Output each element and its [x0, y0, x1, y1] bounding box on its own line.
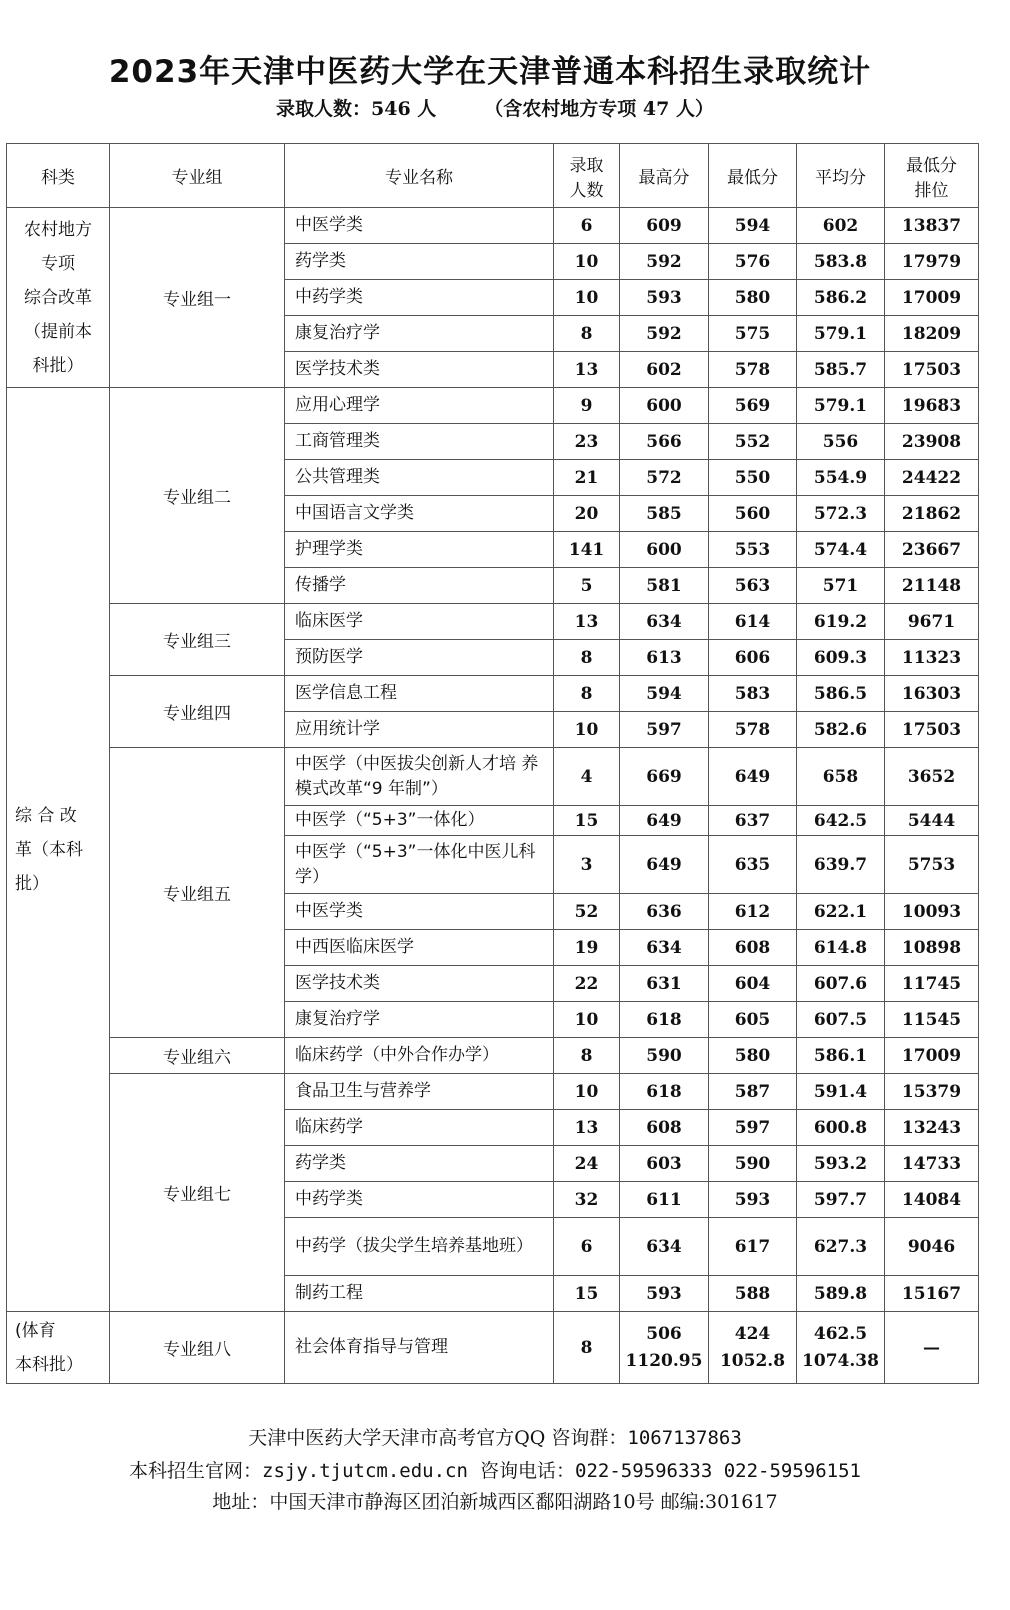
phone-numbers: 022-59596333 022-59596151 — [575, 1460, 861, 1482]
avg-score: 607.6 — [797, 966, 885, 1002]
min-rank: 9671 — [885, 604, 979, 640]
avg-score: 609.3 — [797, 640, 885, 676]
major-name: 中药学类 — [285, 1182, 554, 1218]
group-6: 专业组六 — [110, 1038, 285, 1074]
count: 19 — [554, 930, 620, 966]
count: 6 — [554, 208, 620, 244]
count: 8 — [554, 1312, 620, 1384]
min-rank: — — [885, 1312, 979, 1384]
count: 5 — [554, 568, 620, 604]
min-score: 424 1052.8 — [709, 1312, 797, 1384]
min-score: 593 — [709, 1182, 797, 1218]
min-score: 635 — [709, 836, 797, 894]
min-rank: 11323 — [885, 640, 979, 676]
min-rank: 11545 — [885, 1002, 979, 1038]
count: 21 — [554, 460, 620, 496]
min-rank: 17979 — [885, 244, 979, 280]
min-score: 583 — [709, 676, 797, 712]
avg-score: 607.5 — [797, 1002, 885, 1038]
avg-score: 579.1 — [797, 316, 885, 352]
max-score: 669 — [620, 748, 709, 806]
min-score: 576 — [709, 244, 797, 280]
avg-score: 614.8 — [797, 930, 885, 966]
max-score: 572 — [620, 460, 709, 496]
major-name: 中药学类 — [285, 280, 554, 316]
major-name: 中医学类 — [285, 894, 554, 930]
avg-score: 556 — [797, 424, 885, 460]
count: 141 — [554, 532, 620, 568]
max-score: 506 1120.95 — [620, 1312, 709, 1384]
min-rank: 24422 — [885, 460, 979, 496]
avg-score: 639.7 — [797, 836, 885, 894]
min-rank: 19683 — [885, 388, 979, 424]
count: 15 — [554, 806, 620, 836]
max-score: 634 — [620, 930, 709, 966]
count: 15 — [554, 1276, 620, 1312]
max-score: 566 — [620, 424, 709, 460]
min-rank: 23908 — [885, 424, 979, 460]
min-score: 637 — [709, 806, 797, 836]
table-row — [7, 1312, 979, 1384]
major-name: 应用统计学 — [285, 712, 554, 748]
table-row — [7, 388, 979, 424]
avg-score: 586.2 — [797, 280, 885, 316]
table-row — [7, 676, 979, 712]
avg-score: 619.2 — [797, 604, 885, 640]
major-name: 中医学（“5+3”一体化） — [285, 806, 554, 836]
min-rank: 16303 — [885, 676, 979, 712]
admission-table — [6, 143, 979, 1384]
major-name: 中医学（“5+3”一体化中医儿科学） — [285, 836, 554, 894]
max-score: 611 — [620, 1182, 709, 1218]
min-score: 578 — [709, 352, 797, 388]
group-1: 专业组一 — [110, 208, 285, 388]
category-rural: 农村地方 专项 综合改革 （提前本 科批） — [7, 208, 110, 388]
major-name: 工商管理类 — [285, 424, 554, 460]
table-row — [7, 1074, 979, 1110]
avg-score: 585.7 — [797, 352, 885, 388]
max-score: 603 — [620, 1146, 709, 1182]
max-score: 597 — [620, 712, 709, 748]
header-max: 最高分 — [620, 144, 709, 208]
count: 23 — [554, 424, 620, 460]
min-rank: 17009 — [885, 280, 979, 316]
page-subtitle — [0, 94, 990, 121]
min-score: 560 — [709, 496, 797, 532]
major-name: 应用心理学 — [285, 388, 554, 424]
count: 8 — [554, 676, 620, 712]
avg-score: 554.9 — [797, 460, 885, 496]
count: 10 — [554, 280, 620, 316]
max-score: 636 — [620, 894, 709, 930]
header-count: 录取 人数 — [554, 144, 620, 208]
min-score: 580 — [709, 280, 797, 316]
group-5: 专业组五 — [110, 748, 285, 1038]
max-score: 634 — [620, 604, 709, 640]
count: 10 — [554, 712, 620, 748]
min-rank: 5753 — [885, 836, 979, 894]
major-name: 临床医学 — [285, 604, 554, 640]
avg-score: 591.4 — [797, 1074, 885, 1110]
max-score: 649 — [620, 836, 709, 894]
footer-contact-line: 本科招生官网：zsjy.tjutcm.edu.cn 咨询电话：022-59596333 022-59596151 — [128, 1460, 861, 1482]
major-name: 康复治疗学 — [285, 316, 554, 352]
min-rank: 13243 — [885, 1110, 979, 1146]
min-rank: 21862 — [885, 496, 979, 532]
table-row — [7, 208, 979, 244]
rural-note: （含农村地方专项 47 人） — [484, 98, 714, 120]
count: 52 — [554, 894, 620, 930]
max-score: 593 — [620, 1276, 709, 1312]
count: 20 — [554, 496, 620, 532]
table-row — [7, 1038, 979, 1074]
count: 22 — [554, 966, 620, 1002]
min-score: 578 — [709, 712, 797, 748]
count: 10 — [554, 1074, 620, 1110]
category-comprehensive: 综 合 改 革（本科 批） — [7, 388, 110, 1312]
count: 13 — [554, 352, 620, 388]
count: 8 — [554, 1038, 620, 1074]
min-rank: 14084 — [885, 1182, 979, 1218]
admitted-count: 录取人数：546 人 — [276, 98, 437, 120]
avg-score: 582.6 — [797, 712, 885, 748]
min-score: 550 — [709, 460, 797, 496]
count: 13 — [554, 604, 620, 640]
table-row — [7, 748, 979, 806]
max-score: 634 — [620, 1218, 709, 1276]
count: 6 — [554, 1218, 620, 1276]
footer-address-line: 地址：中国天津市静海区团泊新城西区鄱阳湖路10号 邮编:301617 — [212, 1491, 778, 1513]
major-name: 康复治疗学 — [285, 1002, 554, 1038]
max-score: 618 — [620, 1074, 709, 1110]
min-rank: 10898 — [885, 930, 979, 966]
category-pe: (体育 本科批） — [7, 1312, 110, 1384]
major-name: 制药工程 — [285, 1276, 554, 1312]
max-score: 600 — [620, 388, 709, 424]
header-min: 最低分 — [709, 144, 797, 208]
max-score: 609 — [620, 208, 709, 244]
min-score: 612 — [709, 894, 797, 930]
min-score: 588 — [709, 1276, 797, 1312]
count: 32 — [554, 1182, 620, 1218]
count: 13 — [554, 1110, 620, 1146]
major-name: 中国语言文学类 — [285, 496, 554, 532]
major-name: 社会体育指导与管理 — [285, 1312, 554, 1384]
major-name: 药学类 — [285, 244, 554, 280]
table-row — [7, 604, 979, 640]
min-score: 587 — [709, 1074, 797, 1110]
max-score: 649 — [620, 806, 709, 836]
avg-score: 586.1 — [797, 1038, 885, 1074]
group-2: 专业组二 — [110, 388, 285, 604]
max-score: 593 — [620, 280, 709, 316]
min-rank: 9046 — [885, 1218, 979, 1276]
min-score: 617 — [709, 1218, 797, 1276]
min-rank: 21148 — [885, 568, 979, 604]
major-name: 药学类 — [285, 1146, 554, 1182]
min-rank: 5444 — [885, 806, 979, 836]
min-score: 575 — [709, 316, 797, 352]
min-score: 590 — [709, 1146, 797, 1182]
avg-score: 593.2 — [797, 1146, 885, 1182]
max-score: 608 — [620, 1110, 709, 1146]
max-score: 585 — [620, 496, 709, 532]
major-name: 中医学（中医拔尖创新人才培 养模式改革“9 年制”） — [285, 748, 554, 806]
avg-score: 627.3 — [797, 1218, 885, 1276]
avg-score: 600.8 — [797, 1110, 885, 1146]
major-name: 护理学类 — [285, 532, 554, 568]
count: 8 — [554, 640, 620, 676]
major-name: 中医学类 — [285, 208, 554, 244]
min-score: 608 — [709, 930, 797, 966]
header-group: 专业组 — [110, 144, 285, 208]
count: 4 — [554, 748, 620, 806]
min-rank: 15379 — [885, 1074, 979, 1110]
min-score: 605 — [709, 1002, 797, 1038]
group-8: 专业组八 — [110, 1312, 285, 1384]
min-score: 604 — [709, 966, 797, 1002]
min-rank: 11745 — [885, 966, 979, 1002]
max-score: 631 — [620, 966, 709, 1002]
major-name: 预防医学 — [285, 640, 554, 676]
group-3: 专业组三 — [110, 604, 285, 676]
max-score: 618 — [620, 1002, 709, 1038]
min-score: 614 — [709, 604, 797, 640]
avg-score: 579.1 — [797, 388, 885, 424]
min-rank: 17009 — [885, 1038, 979, 1074]
avg-score: 589.8 — [797, 1276, 885, 1312]
major-name: 中药学（拔尖学生培养基地班） — [285, 1218, 554, 1276]
max-score: 590 — [620, 1038, 709, 1074]
qq-group-number: 1067137863 — [627, 1427, 742, 1449]
avg-score: 583.8 — [797, 244, 885, 280]
min-rank: 15167 — [885, 1276, 979, 1312]
min-score: 606 — [709, 640, 797, 676]
major-name: 临床药学 — [285, 1110, 554, 1146]
count: 9 — [554, 388, 620, 424]
avg-score: 658 — [797, 748, 885, 806]
min-rank: 14733 — [885, 1146, 979, 1182]
website-link[interactable]: zsjy.tjutcm.edu.cn — [262, 1460, 468, 1482]
count: 10 — [554, 244, 620, 280]
page-title: 2023年天津中医药大学在天津普通本科招生录取统计 — [108, 54, 872, 90]
min-rank: 10093 — [885, 894, 979, 930]
max-score: 600 — [620, 532, 709, 568]
min-rank: 17503 — [885, 712, 979, 748]
header-rank: 最低分 排位 — [885, 144, 979, 208]
max-score: 602 — [620, 352, 709, 388]
min-score: 649 — [709, 748, 797, 806]
major-name: 医学信息工程 — [285, 676, 554, 712]
avg-score: 574.4 — [797, 532, 885, 568]
major-name: 传播学 — [285, 568, 554, 604]
major-name: 食品卫生与营养学 — [285, 1074, 554, 1110]
min-score: 563 — [709, 568, 797, 604]
avg-score: 602 — [797, 208, 885, 244]
major-name: 医学技术类 — [285, 966, 554, 1002]
max-score: 592 — [620, 244, 709, 280]
avg-score: 642.5 — [797, 806, 885, 836]
avg-score: 572.3 — [797, 496, 885, 532]
avg-score: 597.7 — [797, 1182, 885, 1218]
count: 10 — [554, 1002, 620, 1038]
header-major: 专业名称 — [285, 144, 554, 208]
min-score: 569 — [709, 388, 797, 424]
major-name: 公共管理类 — [285, 460, 554, 496]
major-name: 中西医临床医学 — [285, 930, 554, 966]
min-rank: 18209 — [885, 316, 979, 352]
min-rank: 3652 — [885, 748, 979, 806]
group-4: 专业组四 — [110, 676, 285, 748]
min-rank: 17503 — [885, 352, 979, 388]
min-score: 552 — [709, 424, 797, 460]
header-category: 科类 — [7, 144, 110, 208]
max-score: 613 — [620, 640, 709, 676]
avg-score: 571 — [797, 568, 885, 604]
avg-score: 462.5 1074.38 — [797, 1312, 885, 1384]
avg-score: 586.5 — [797, 676, 885, 712]
count: 3 — [554, 836, 620, 894]
footer-qq-line: 天津中医药大学天津市高考官方QQ 咨询群：1067137863 — [248, 1427, 742, 1449]
header-avg: 平均分 — [797, 144, 885, 208]
max-score: 581 — [620, 568, 709, 604]
min-score: 553 — [709, 532, 797, 568]
group-7: 专业组七 — [110, 1074, 285, 1312]
min-rank: 13837 — [885, 208, 979, 244]
count: 24 — [554, 1146, 620, 1182]
min-score: 597 — [709, 1110, 797, 1146]
min-rank: 23667 — [885, 532, 979, 568]
min-score: 580 — [709, 1038, 797, 1074]
avg-score: 622.1 — [797, 894, 885, 930]
major-name: 医学技术类 — [285, 352, 554, 388]
major-name: 临床药学（中外合作办学） — [285, 1038, 554, 1074]
max-score: 594 — [620, 676, 709, 712]
min-score: 594 — [709, 208, 797, 244]
count: 8 — [554, 316, 620, 352]
max-score: 592 — [620, 316, 709, 352]
header-row — [7, 144, 979, 208]
